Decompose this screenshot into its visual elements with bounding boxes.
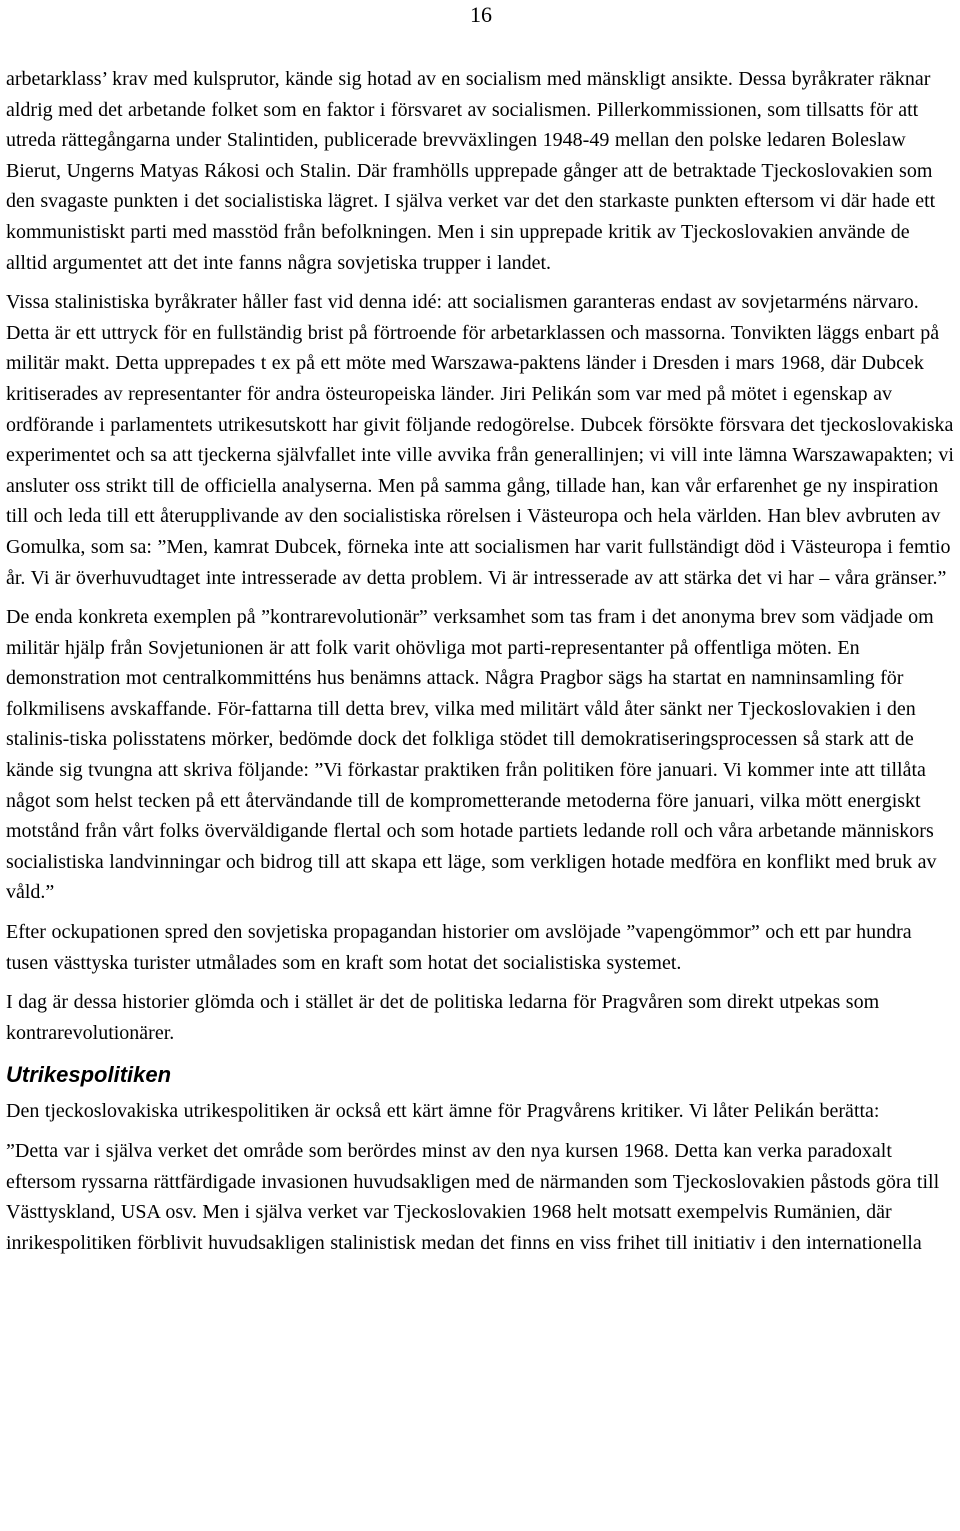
paragraph: Vissa stalinistiska byråkrater håller fast vid denna idé: att socialismen garanteras endast av sovjetarméns närvaro. Detta är ett uttryck för en fullständig brist på förtroende för arbetarklassen och massorna. Tonvikten läggs enbart på militär makt. Detta upprepades t ex på ett möte med Warszawa-paktens länder i Dresden i mars 1968, där Dubcek kritiserades av representanter för andra östeuropeiska länder. Jiri Pelikán som var med på mötet i egenskap av ordförande i parlamentets utrikesutskott har givit följande redogörelse. Dubcek försökte försvara det tjeckoslovakiska experimentet och sa att tjeckerna självfallet inte ville avvika från generallinjen; vi vill inte lämna Warszawapakten; vi ansluter oss strikt till de officiella analyserna. Men på samma gång, tillade han, kan vår erfarenhet ge ny inspiration till och leda till ett återupplivande av den socialistiska rörelsen i Västeuropa och hela världen. Han blev avbruten av Gomulka, som sa: ”Men, kamrat Dubcek, förneka inte att socialismen har varit fullständigt död i Västeuropa i femtio år. Vi är överhuvudtaget inte intresserade av detta problem. Vi är intresserade av att stärka det vi har – våra gränser.”	[6, 291, 954, 589]
document-body	[6, 64, 954, 1267]
paragraph: De enda konkreta exemplen på ”kontrarevolutionär” verksamhet som tas fram i det anonyma brev som vädjade om militär hjälp från Sovjetunionen är att folk varit ohövliga mot parti-representanter på offentliga möten. En demonstration mot centralkommitténs hus benämns attack. Några Pragbor sägs ha startat en namninsamling för folkmilisens avskaffande. För-fattarna till detta brev, vilka med militärt våld åter sänkt ner Tjeckoslovakien i den stalinis-tiska polisstatens mörker, bedömde dock det folkliga stödet till demokratiseringsprocessen så stark att de kände sig tvungna att skriva följande: ”Vi förkastar praktiken från politiken före januari. Vi kommer inte att tillåta något som helst tecken på ett återvändande till de komprometterande metoderna före januari, vilka mött energiskt motstånd från vårt folks överväldigande flertal och som hotade partiets ledande roll och våra arbetande människors socialistiska landvinningar och bidrog till att skapa ett läge, som verkligen hotade medföra en konflikt med bruk av våld.”	[6, 606, 937, 904]
paragraph: arbetarklass’ krav med kulsprutor, kände sig hotad av en socialism med mänskligt ansikte. Dessa byråkrater räknar aldrig med det arbetande folket som en faktor i försvaret av socialismen. Pillerkommissionen, som tillsatts för att utreda rättegångarna under Stalintiden, publicerade brevväxlingen 1948-49 mellan den polske ledaren Boleslaw Bierut, Ungerns Matyas Rákosi och Stalin. Där framhölls upprepade gånger att de betraktade Tjeckoslovakien som den svagaste punkten i det socialistiska lägret. I själva verket var det den starkaste punkten eftersom vi där hade ett kommunistiskt parti med masstöd från befolkningen. Men i sin upprepade kritik av Tjeckoslovakien använde de alltid argumentet att det inte fanns några sovjetiska trupper i landet.	[6, 68, 936, 274]
quote-paragraph: ”Detta var i själva verket det område som berördes minst av den nya kursen 1968. Detta kan verka paradoxalt eftersom ryssarna rättfärdigade invasionen huvudsakligen med de närmanden som Tjeckoslovakien påstods göra till Västtyskland, USA osv. Men i själva verket var Tjeckoslovakien 1968 helt motsatt exempelvis Rumänien, där inrikespolitiken förblivit huvudsakligen stalinistisk medan det finns en viss frihet till initiativ i den internationella	[6, 1140, 940, 1254]
paragraph: Den tjeckoslovakiska utrikespolitiken är också ett kärt ämne för Pragvårens kritiker. Vi låter Pelikán berätta:	[6, 1100, 880, 1123]
paragraph: Efter ockupationen spred den sovjetiska propagandan historier om avslöjade ”vapengömmor” och ett par hundra tusen västtyska turister utmålades som en kraft som hotat det socialistiska systemet.	[6, 921, 912, 974]
paragraph: I dag är dessa historier glömda och i stället är det de politiska ledarna för Pragvåren som direkt utpekas som kontrarevolutionärer.	[6, 991, 880, 1044]
page-number: 16	[470, 2, 492, 27]
section-heading: Utrikespolitiken	[6, 1062, 172, 1088]
